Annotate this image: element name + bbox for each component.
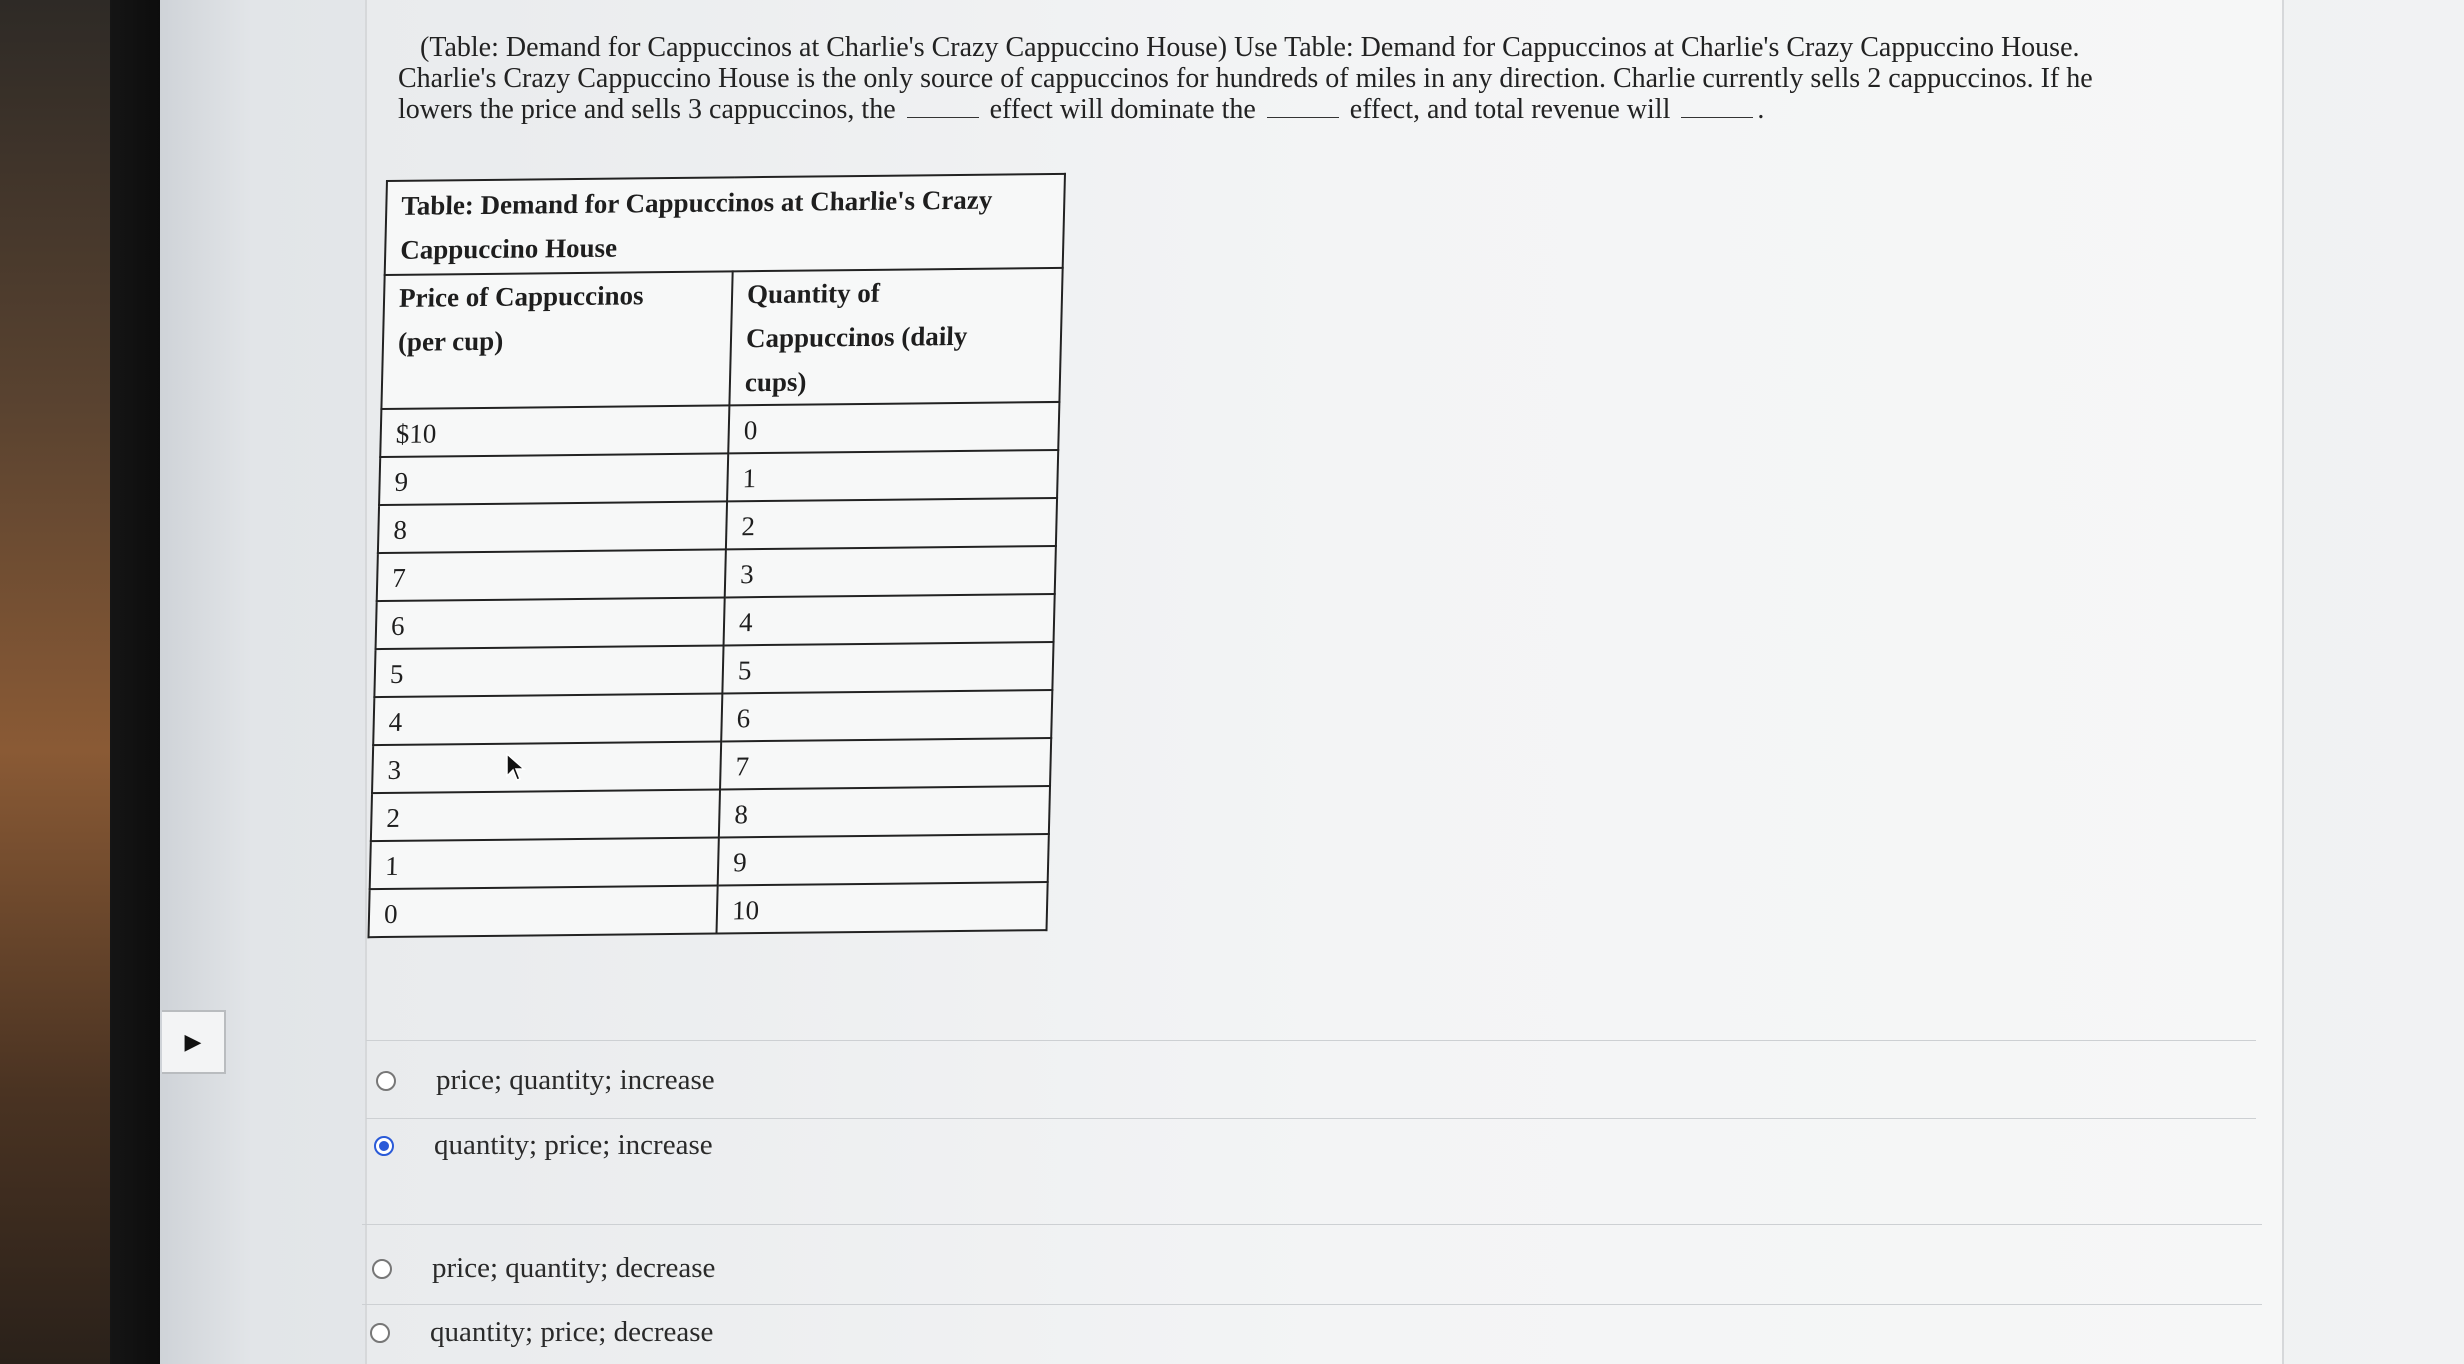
price-cell: 6	[376, 597, 725, 649]
monitor-bezel	[110, 0, 160, 1364]
quantity-cell: 7	[720, 738, 1051, 789]
price-cell: 3	[372, 741, 721, 793]
price-cell: 0	[368, 886, 717, 938]
quantity-cell: 1	[727, 450, 1058, 501]
divider	[362, 1304, 2262, 1305]
answer-blank-3	[1681, 97, 1753, 118]
price-cell: 5	[374, 645, 723, 697]
option-1-label: price; quantity; increase	[436, 1064, 715, 1096]
table-caption-line-2: Cappuccino House	[399, 232, 618, 265]
quantity-cell: 10	[716, 882, 1047, 933]
question-line-1: (Table: Demand for Cappuccinos at Charlie's Crazy Cappuccino House) Use Table: Demand for Cappuccinos at Charlie's Crazy Cappuccino House.	[420, 32, 2080, 63]
table-row	[371, 786, 1050, 841]
table-row	[374, 642, 1053, 697]
question-line-3b: effect will dominate the	[989, 94, 1256, 125]
table-row	[373, 690, 1052, 745]
option-3[interactable]	[372, 1252, 715, 1285]
price-cell: 4	[373, 693, 722, 745]
table-row	[380, 402, 1059, 457]
demand-table	[367, 173, 1066, 938]
option-4-label: quantity; price; decrease	[430, 1316, 714, 1348]
divider	[362, 1224, 2262, 1225]
table-row	[368, 882, 1047, 937]
option-2-label: quantity; price; increase	[434, 1129, 713, 1161]
question-line-3a: lowers the price and sells 3 cappuccinos, the	[398, 94, 896, 125]
divider	[366, 1040, 2256, 1041]
question-line-2: Charlie's Crazy Cappuccino House is the only source of cappuccinos for hundreds of miles in any direction. Charlie currently sells 2 cappuccinos. If he	[398, 63, 2093, 94]
column-header-price	[381, 271, 732, 409]
demand-table-container	[367, 173, 1066, 938]
table-caption	[385, 174, 1065, 275]
triangle-right-icon: ▶	[184, 1029, 202, 1055]
quantity-cell: 5	[722, 642, 1053, 693]
answer-blank-2	[1267, 97, 1339, 118]
price-cell: 1	[370, 838, 719, 890]
option-2-radio[interactable]	[374, 1136, 394, 1156]
option-2[interactable]	[374, 1129, 713, 1162]
option-3-label: price; quantity; decrease	[432, 1252, 716, 1284]
question-text	[398, 32, 2198, 125]
option-1[interactable]	[376, 1064, 715, 1097]
photo-background-left	[0, 0, 110, 1364]
price-cell: 8	[378, 501, 727, 553]
question-line-3c: effect, and total revenue will	[1349, 94, 1671, 125]
column-header-quantity-line-2: Cappuccinos (daily	[745, 320, 968, 354]
quantity-cell: 3	[725, 546, 1056, 597]
table-caption-line-1: Table: Demand for Cappuccinos at Charlie's Crazy	[400, 184, 993, 221]
quantity-cell: 4	[724, 594, 1055, 645]
sidebar-toggle-button[interactable]	[162, 1010, 226, 1074]
quantity-cell: 8	[719, 786, 1050, 837]
question-line-3d: .	[1757, 94, 1765, 125]
answer-blank-1	[907, 97, 979, 118]
table-row	[377, 546, 1056, 601]
table-row	[379, 450, 1058, 505]
column-header-price-line-1: Price of Cappuccinos	[398, 280, 644, 313]
column-header-quantity	[729, 268, 1062, 405]
mouse-cursor-icon	[505, 752, 527, 784]
table-body	[368, 402, 1059, 937]
divider	[366, 1118, 2256, 1119]
quantity-cell: 0	[728, 402, 1059, 453]
table-row	[378, 498, 1057, 553]
price-cell: 2	[371, 790, 720, 842]
quantity-cell: 2	[726, 498, 1057, 549]
table-row	[370, 834, 1049, 889]
table-row	[372, 738, 1051, 793]
option-3-radio[interactable]	[372, 1259, 392, 1279]
option-4[interactable]	[370, 1316, 713, 1349]
option-4-radio[interactable]	[370, 1323, 390, 1343]
price-cell: 7	[377, 549, 726, 601]
table-row	[376, 594, 1055, 649]
column-header-quantity-line-1: Quantity of	[746, 277, 881, 310]
column-header-quantity-line-3: cups)	[744, 366, 807, 398]
price-cell: $10	[380, 405, 729, 457]
option-1-radio[interactable]	[376, 1071, 396, 1091]
price-cell: 9	[379, 453, 728, 505]
quantity-cell: 9	[718, 834, 1049, 885]
quantity-cell: 6	[721, 690, 1052, 741]
column-header-price-line-2: (per cup)	[397, 325, 504, 357]
